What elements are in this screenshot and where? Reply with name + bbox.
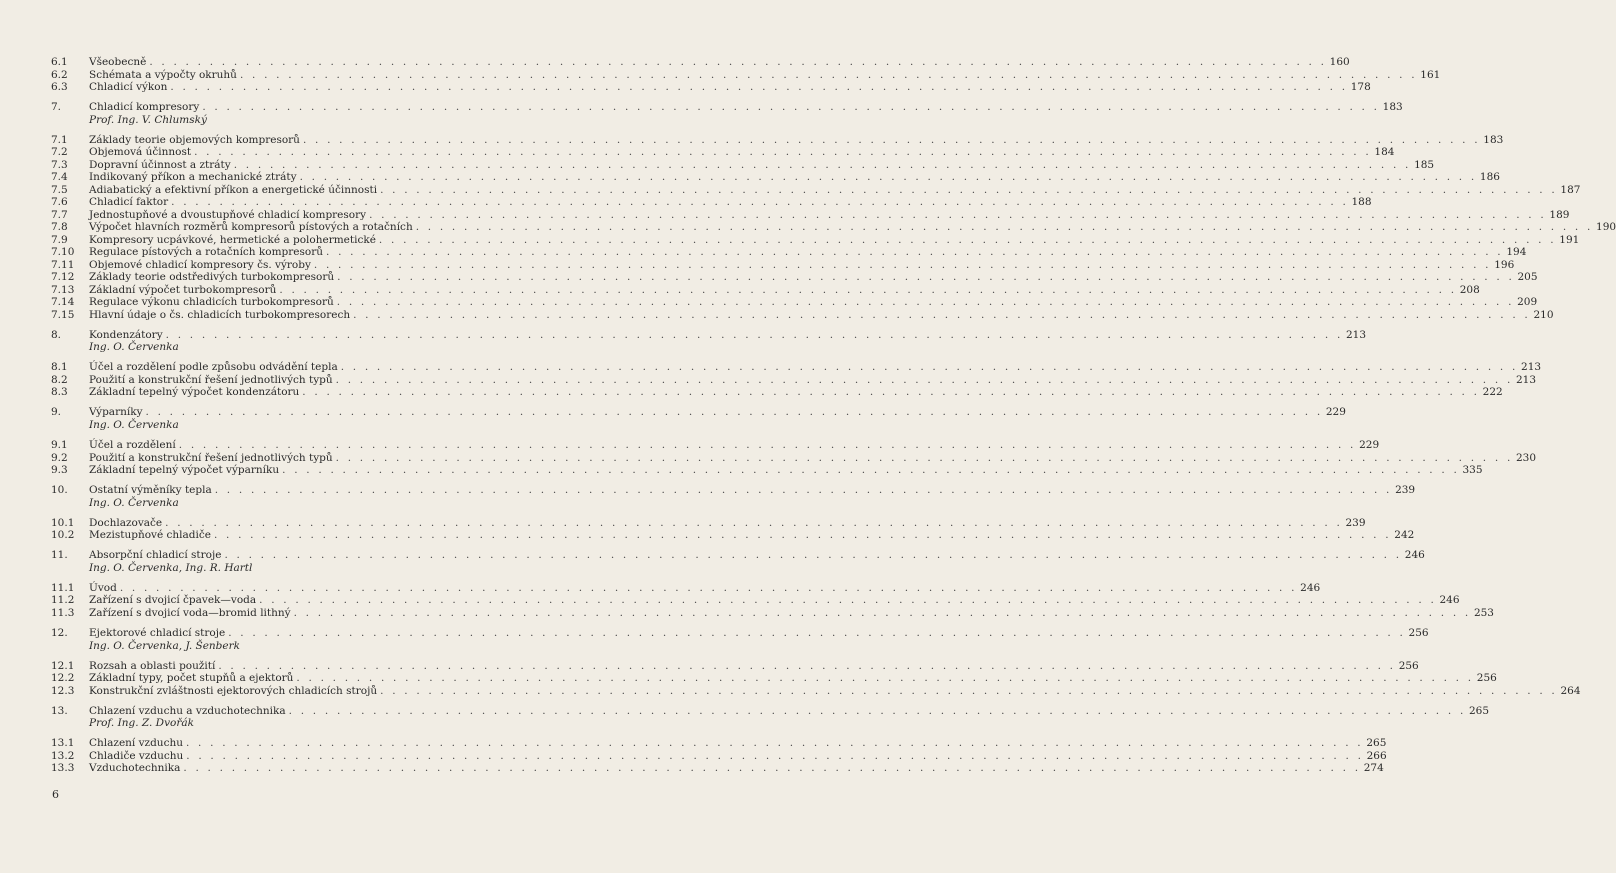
toc-entry (51, 208, 1570, 222)
toc-title: Základy teorie objemových kompresorů (89, 133, 300, 146)
toc-number: 8.2 (51, 373, 68, 386)
toc-page-number: 253 (1473, 606, 1494, 619)
toc-page-number: 196 (1494, 258, 1515, 271)
toc-page-number: 246 (1404, 549, 1425, 562)
toc-number: 7.12 (51, 271, 75, 284)
toc-entry (51, 737, 1387, 750)
dot-leader (333, 374, 1516, 387)
toc-author-line (51, 497, 548, 510)
toc-page-number: 229 (1325, 406, 1346, 419)
dot-leader (163, 329, 1346, 342)
toc-title: Použití a konstrukční řešení jednotlivých typů (89, 451, 333, 464)
toc-title: Ostatní výměníky tepla (89, 484, 212, 497)
toc-title: Základní tepelný výpočet výparníku (89, 464, 280, 477)
toc-entry (51, 258, 1515, 272)
toc-page-number: 213 (1516, 373, 1537, 386)
toc-entry (51, 464, 1483, 477)
toc-title: Kompresory ucpávkové, hermetické a polohermetické (89, 233, 376, 246)
toc-number: 7.15 (51, 308, 75, 321)
dot-leader (167, 81, 1350, 94)
toc-entry (51, 451, 1537, 465)
toc-entry (51, 56, 1350, 69)
toc-number: 9.3 (51, 464, 68, 477)
toc-page-number: 205 (1517, 271, 1538, 284)
toc-entry (51, 296, 1538, 309)
toc-page-number: 229 (1359, 439, 1380, 452)
toc-page-number: 185 (1414, 158, 1435, 171)
toc-entry (51, 749, 1387, 763)
toc-number: 9.1 (51, 439, 68, 452)
toc-entry (51, 439, 1380, 452)
dot-leader (256, 594, 1439, 607)
toc-number: 6.1 (51, 56, 68, 68)
toc-page-number: 189 (1549, 208, 1570, 221)
toc-entry (51, 373, 1537, 387)
page-number: 6 (52, 788, 59, 801)
toc-entry (51, 581, 1321, 595)
dot-leader (162, 517, 1345, 530)
toc-page-number: 208 (1459, 283, 1480, 296)
toc-page-number: 239 (1395, 484, 1416, 497)
toc-title: Chlazení vzduchu a vzduchotechnika (89, 704, 286, 717)
toc-title: Chladicí výkon (89, 81, 168, 93)
toc-number: 10. (51, 484, 68, 497)
toc-title: Regulace výkonu chladicích turbokompresorů (89, 296, 334, 309)
toc-title: Dopravní účinnost a ztráty (89, 158, 231, 171)
toc-page-number: 213 (1345, 328, 1367, 341)
toc-entry (51, 529, 1415, 542)
dot-leader (225, 627, 1408, 640)
dot-leader (413, 221, 1596, 234)
toc-page-number: 190 (1596, 221, 1616, 234)
toc-author: Ing. O. Červenka, Ing. R. Hartl (89, 561, 253, 574)
toc-author-line (51, 562, 548, 575)
toc-title: Úvod (89, 581, 117, 594)
toc-number: 7.9 (51, 233, 68, 246)
toc-entry (51, 196, 1372, 209)
toc-entry (51, 386, 1503, 399)
toc-entry (51, 549, 1425, 562)
toc-title: Základní výpočet turbokompresorů (89, 283, 277, 296)
toc-author: Ing. O. Červenka (89, 418, 179, 431)
dot-leader (366, 209, 1549, 222)
toc-number: 8. (51, 328, 62, 341)
toc-entry (51, 627, 1429, 640)
toc-title: Adiabatický a efektivní příkon a energetické účinnosti (89, 183, 378, 196)
toc-number: 7.13 (51, 283, 75, 296)
toc-number: 7.7 (51, 208, 68, 221)
toc-number: 7.6 (51, 196, 68, 209)
toc-entry (51, 158, 1435, 172)
toc-number: 7.10 (51, 246, 75, 259)
toc-entry (51, 361, 1542, 374)
dot-leader (323, 246, 1506, 259)
toc-page-number: 191 (1559, 233, 1580, 246)
toc-entry (51, 516, 1366, 530)
toc-entry (51, 68, 1441, 82)
toc-number: 10.2 (51, 529, 75, 542)
dot-leader (338, 361, 1521, 374)
toc-title: Chladiče vzduchu (89, 749, 184, 762)
dot-leader (279, 464, 1462, 477)
toc-number: 7.2 (51, 146, 68, 159)
toc-entry (51, 183, 1581, 197)
toc-title: Chladicí faktor (89, 196, 169, 209)
toc-title: Základní typy, počet stupňů a ejektorů (89, 672, 294, 685)
toc-entry (51, 594, 1460, 607)
dot-leader (237, 69, 1420, 82)
dot-leader (299, 386, 1482, 399)
toc-page-number: 256 (1476, 672, 1497, 685)
dot-leader (146, 56, 1329, 69)
dot-leader (168, 196, 1351, 209)
table-of-contents (51, 56, 1616, 775)
toc-page-number: 266 (1366, 749, 1387, 762)
toc-title: Dochlazovače (89, 516, 163, 529)
toc-number: 9. (51, 406, 62, 419)
toc-title: Základy teorie odstředivých turbokompresorů (89, 271, 335, 284)
toc-number: 7.14 (51, 296, 75, 309)
toc-number: 7.8 (51, 221, 68, 234)
dot-leader (180, 762, 1363, 775)
dot-leader (300, 134, 1483, 147)
toc-title: Objemové chladicí kompresory čs. výroby (89, 258, 311, 271)
toc-title: Všeobecně (89, 56, 147, 68)
dot-leader (212, 484, 1395, 497)
toc-title: Jednostupňové a dvoustupňové chladicí kompresory (89, 208, 367, 221)
toc-number: 12. (51, 627, 68, 640)
toc-page-number: 335 (1462, 464, 1483, 477)
toc-entry (51, 684, 1581, 698)
toc-number: 13. (51, 704, 68, 717)
toc-entry (51, 328, 1367, 342)
toc-page-number: 274 (1363, 762, 1384, 775)
dot-leader (291, 607, 1474, 620)
toc-entry (51, 271, 1538, 284)
toc-title: Hlavní údaje o čs. chladicích turbokompresorech (89, 308, 351, 321)
toc-page-number: 222 (1482, 386, 1503, 399)
toc-title: Výparníky (89, 406, 143, 419)
toc-entry (51, 101, 1403, 114)
toc-entry (51, 233, 1580, 247)
toc-page-number: 183 (1382, 101, 1403, 114)
toc-title: Chladicí kompresory (89, 101, 200, 114)
toc-number: 7.3 (51, 158, 68, 171)
toc-author-line (51, 419, 548, 432)
toc-title: Kondenzátory (89, 328, 163, 341)
toc-author: Ing. O. Červenka, J. Šenberk (89, 639, 241, 652)
dot-leader (297, 171, 1480, 184)
toc-page-number: 194 (1506, 246, 1527, 259)
toc-page-number: 210 (1533, 308, 1554, 321)
toc-title: Vzduchotechnika (89, 762, 181, 775)
toc-title: Schémata a výpočty okruhů (89, 68, 237, 81)
toc-number: 12.1 (51, 659, 75, 672)
toc-page-number: 256 (1408, 627, 1429, 640)
toc-number: 13.1 (51, 737, 75, 750)
toc-author-line (51, 341, 548, 354)
toc-page-number: 184 (1374, 146, 1395, 159)
toc-number: 6.2 (51, 68, 68, 81)
toc-title: Rozsah a oblasti použití (89, 659, 216, 672)
toc-number: 8.3 (51, 386, 68, 399)
toc-number: 13.2 (51, 749, 75, 762)
toc-entry (51, 133, 1504, 147)
dot-leader (215, 660, 1398, 673)
toc-number: 12.3 (51, 684, 75, 697)
toc-page-number: 246 (1300, 581, 1321, 594)
toc-page-number: 188 (1351, 196, 1372, 209)
dot-leader (350, 309, 1533, 322)
toc-page-number: 187 (1560, 183, 1581, 196)
toc-number: 7.4 (51, 171, 68, 184)
toc-number: 7.5 (51, 183, 68, 196)
toc-number: 8.1 (51, 361, 68, 374)
dot-leader (377, 685, 1560, 698)
dot-leader (183, 750, 1366, 763)
toc-page-number: 256 (1398, 659, 1419, 672)
toc-entry (51, 406, 1346, 419)
toc-entry (51, 246, 1527, 259)
toc-entry (51, 704, 1490, 718)
toc-number: 11.3 (51, 606, 75, 619)
toc-page-number: 264 (1560, 684, 1581, 697)
toc-number: 7. (51, 101, 62, 114)
toc-page-number: 178 (1350, 81, 1371, 93)
toc-entry (51, 308, 1554, 322)
toc-title: Regulace pístových a rotačních kompresorů (89, 246, 323, 259)
toc-title: Zařízení s dvojicí čpavek—voda (89, 594, 257, 607)
toc-page-number: 230 (1516, 451, 1537, 464)
toc-number: 11.2 (51, 594, 75, 607)
dot-leader (183, 737, 1366, 750)
toc-page-number: 186 (1479, 171, 1500, 184)
toc-page-number: 209 (1517, 296, 1538, 309)
toc-entry (51, 221, 1616, 234)
toc-page-number: 242 (1394, 529, 1415, 542)
toc-title: Účel a rozdělení podle způsobu odvádění tepla (89, 361, 338, 374)
dot-leader (293, 672, 1476, 685)
dot-leader (191, 146, 1374, 159)
dot-leader (333, 452, 1516, 465)
toc-number: 6.3 (51, 81, 68, 93)
dot-leader (231, 159, 1414, 172)
toc-number: 11.1 (51, 581, 75, 594)
toc-page-number: 265 (1468, 704, 1490, 717)
toc-title: Použití a konstrukční řešení jednotlivých typů (89, 373, 333, 386)
toc-entry (51, 171, 1500, 184)
toc-entry (51, 283, 1480, 297)
dot-leader (311, 259, 1494, 272)
toc-entry (51, 146, 1395, 159)
toc-page-number: 265 (1366, 737, 1387, 750)
toc-number: 11. (51, 549, 68, 562)
toc-number: 9.2 (51, 451, 68, 464)
toc-title: Mezistupňové chladiče (89, 529, 211, 542)
toc-page-number: 246 (1439, 594, 1460, 607)
toc-entry (51, 762, 1384, 775)
toc-number: 13.3 (51, 762, 75, 775)
toc-title: Ejektorové chladicí stroje (89, 627, 226, 640)
toc-number: 7.11 (51, 258, 75, 271)
toc-title: Chlazení vzduchu (89, 737, 183, 750)
dot-leader (376, 234, 1559, 247)
toc-page-number: 239 (1345, 516, 1366, 529)
dot-leader (143, 406, 1326, 419)
toc-author: Prof. Ing. V. Chlumský (89, 113, 207, 126)
toc-page-number: 213 (1521, 361, 1542, 374)
toc-page-number: 160 (1329, 56, 1350, 68)
dot-leader (377, 184, 1560, 197)
toc-title: Účel a rozdělení (89, 439, 176, 452)
dot-leader (286, 705, 1469, 718)
dot-leader (221, 549, 1404, 562)
toc-author: Ing. O. Červenka (89, 496, 179, 509)
toc-author-line (51, 114, 548, 127)
toc-entry (51, 672, 1497, 685)
toc-title: Absorpční chladicí stroje (89, 549, 222, 562)
dot-leader (117, 582, 1300, 595)
toc-number: 10.1 (51, 516, 75, 529)
toc-title: Zařízení s dvojicí voda—bromid lithný (89, 606, 291, 619)
toc-entry (51, 606, 1494, 620)
toc-number: 12.2 (51, 672, 75, 685)
toc-number: 7.1 (51, 133, 68, 146)
toc-author: Prof. Ing. Z. Dvořák (89, 717, 194, 730)
dot-leader (334, 296, 1517, 309)
toc-entry (51, 659, 1419, 673)
toc-page-number: 183 (1483, 133, 1504, 146)
toc-title: Indikovaný příkon a mechanické ztráty (89, 171, 297, 184)
toc-entry (51, 81, 1371, 94)
toc-author: Ing. O. Červenka (89, 341, 179, 354)
dot-leader (334, 271, 1517, 284)
toc-title: Základní tepelný výpočet kondenzátoru (89, 386, 300, 399)
toc-author-line (51, 640, 548, 653)
toc-title: Výpočet hlavních rozměrů kompresorů pístových a rotačních (89, 221, 413, 234)
dot-leader (176, 439, 1359, 452)
dot-leader (276, 284, 1459, 297)
toc-author-line (51, 717, 548, 730)
dot-leader (211, 529, 1394, 542)
toc-entry (51, 484, 1416, 497)
toc-page-number: 161 (1420, 68, 1441, 81)
toc-title: Objemová účinnost (89, 146, 192, 159)
dot-leader (199, 101, 1382, 114)
toc-title: Konstrukční zvláštnosti ejektorových chladicích strojů (89, 684, 378, 697)
